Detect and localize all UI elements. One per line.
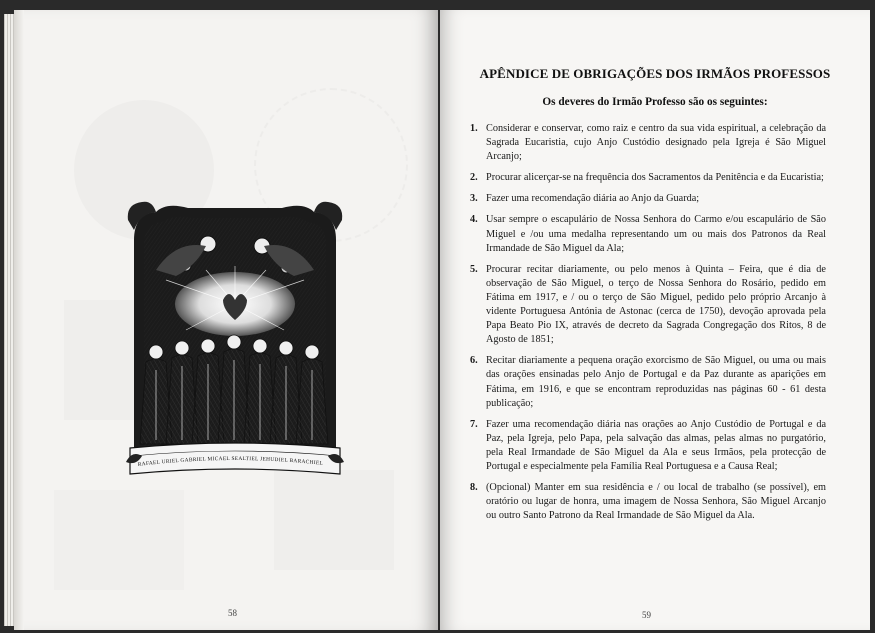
item-number: 5. (470, 263, 478, 275)
item-number: 2. (470, 172, 478, 184)
item-number: 8. (470, 482, 478, 494)
list-item (466, 354, 826, 410)
item-number: 4. (470, 214, 478, 226)
item-number: 7. (470, 418, 478, 430)
book-page-edges (4, 14, 14, 626)
item-number: 3. (470, 193, 478, 205)
item-text: (Opcional) Manter em sua residência e / ou local de trabalho (se possível), em oratório ou lugar de honra, uma imagem de Nossa Senhora, São Miguel Arcanjo ou outro Santo Patrono da Real Irmandade de São Miguel da Ala. (486, 482, 826, 522)
item-text: Procurar alicerçar-se na frequência dos Sacramentos da Penitência e da Eucaristia; (486, 172, 824, 184)
item-text: Considerar e conservar, como raiz e centro da sua vida espiritual, a celebração da Sagrada Eucaristia, cujo Anjo Custódio designado pela Igreja é São Miguel Arcanjo; (486, 123, 826, 163)
list-item (466, 192, 826, 206)
page-subtitle: Os deveres do Irmão Professo são os seguintes: (542, 96, 768, 108)
show-through-shape (274, 470, 394, 570)
list-item (466, 122, 826, 164)
obligations-list (466, 122, 826, 530)
list-item (466, 418, 826, 474)
saints-engraving-icon (126, 200, 344, 482)
list-item (466, 213, 826, 255)
item-number: 1. (470, 123, 478, 134)
show-through-shape (54, 490, 184, 590)
page-title: APÊNDICE DE OBRIGAÇÕES DOS IRMÃOS PROFESSOS (479, 66, 831, 81)
page-number-right: 59 (642, 610, 651, 620)
item-text: Fazer uma recomendação diária nas orações ao Anjo Custódio de Portugal e da Paz, pela Igreja, pelo Papa, pela salvação das almas, pelas almas no purgatório, pela Real Irmandade de São Miguel da Ala e seus Irmãos, pela protecção de Portugal e especialmente pela Família Real Portuguesa e a Causa Real; (486, 418, 826, 472)
list-item (466, 263, 826, 348)
list-item (466, 171, 826, 185)
item-text: Recitar diariamente a pequena oração exorcismo de São Miguel, ou uma ou mais das orações ensinadas pelo Anjo de Portugal e da Paz durante as aparições em Fátima, em 1916, e que se encontram reproduzidas nas páginas 60 - 61 desta publicação; (486, 355, 826, 409)
item-text: Usar sempre o escapulário de Nossa Senhora do Carmo e/ou escapulário de São Miguel e /ou uma medalha representando um ou mais dos Patronos da Real Irmandade de São Miguel da Ala; (486, 214, 826, 254)
page-number-left: 58 (228, 608, 237, 618)
item-text: Fazer uma recomendação diária ao Anjo da Guarda; (486, 193, 700, 205)
list-item (466, 481, 826, 523)
item-text: Procurar recitar diariamente, ou pelo menos à Quinta – Feira, que é dia de observação de São Miguel, o terço de Nossa Senhora do Rosário, pedido em Fátima em 1917, e / ou o terço de São Miguel, pedido pelo próprio Arcanjo à vidente Portuguesa Antónia de Astonac (cerca de 1750), devoção aprovada pela Papa Beato Pio IX, através de decreto da Sagrada Congregação dos Ritos, 8 de Agosto de 1851; (486, 263, 826, 346)
engraving-caption: RAFAEL URIEL GABRIEL MICAEL SEALTIEL JEHUDIEL BARACHIEL (137, 455, 324, 468)
item-number: 6. (470, 355, 478, 367)
